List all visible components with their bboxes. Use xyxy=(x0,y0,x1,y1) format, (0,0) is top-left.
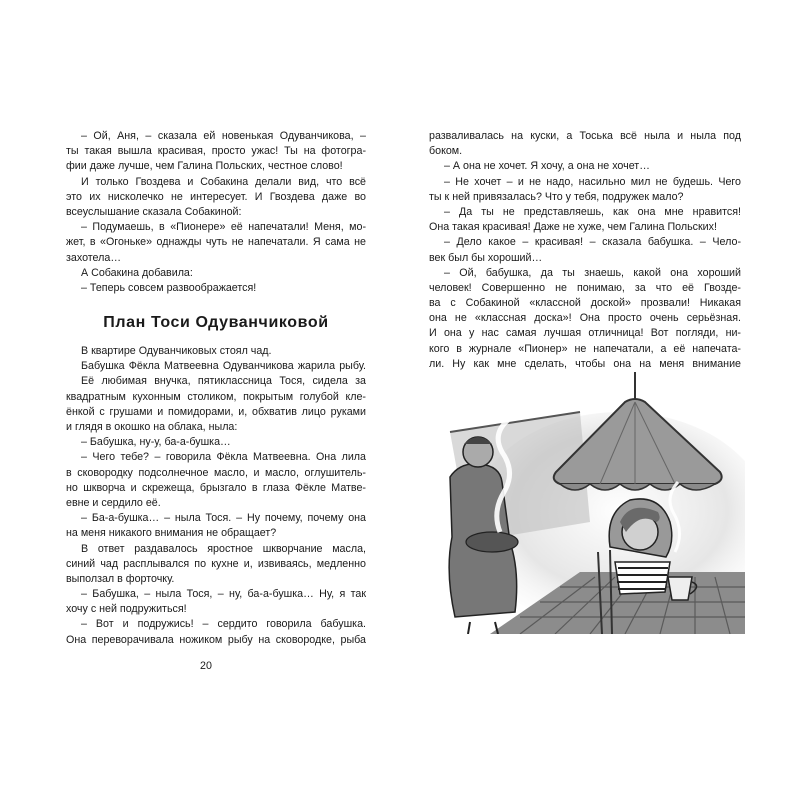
text-line: это их нисколечко не интересует. И Гвоздева даже во xyxy=(66,190,366,203)
text-line: разваливалась на куски, а Тоська всё ныла и ныла под xyxy=(429,130,741,142)
text-line: на меня никакого внимания не обращает? xyxy=(66,527,277,540)
text-line: Она переворачивала ножиком рыбу на сковородке, рыба xyxy=(66,633,366,646)
text-line: – Ой, Аня, – сказала ей новенькая Одуванчикова, – xyxy=(81,130,366,142)
text-line: боком. xyxy=(429,145,463,158)
text-line: – Бабушка, – ныла Тося, – ну, ба-а-бушка… Ну, я так xyxy=(81,588,366,601)
text-line: – Да ты не представляешь, как она мне нравится! xyxy=(444,205,741,218)
text-line: выползал в форточку. xyxy=(66,572,175,585)
text-line: И только Гвоздева и Собакина делали вид, что всё xyxy=(81,175,366,188)
text-line: ва с Собакиной «классной доской» прозвали! Никакая xyxy=(429,297,741,310)
text-line: И она у нас самая лучшая отличница! Вот погляди, ни- xyxy=(429,327,741,340)
text-line: но шкворча и скрежеща, брызгало в глаза Фёкле Матве- xyxy=(66,481,366,494)
text-line: ёнкой с грушами и помидорами, и, обхватив лицо руками xyxy=(66,405,366,418)
text-line: – Теперь совсем развоображается! xyxy=(81,281,257,294)
left-page xyxy=(66,129,366,648)
text-line: – Вот и подружись! – сердито говорила бабушка. xyxy=(81,618,366,631)
text-line: – Ба-а-бушка… – ныла Тося. – Ну почему, почему она xyxy=(81,512,366,525)
text-line: хочу с ней подружиться! xyxy=(66,603,187,616)
text-line: А Собакина добавила: xyxy=(81,266,193,279)
text-line: жет, в «Огоньке» однажды чуть не напечатали. Я сама не xyxy=(66,236,366,249)
text-line: квадратным кухонным столиком, покрытым голубой кле- xyxy=(66,390,366,403)
text-line: синий чад расплывался по кухне и, извиваясь, медленно xyxy=(66,557,366,570)
text-line: В квартире Одуванчиковых стоял чад. xyxy=(81,345,272,358)
text-line: – А она не хочет. Я хочу, а она не хочет… xyxy=(444,160,650,173)
text-line: – Чего тебе? – говорила Фёкла Матвеевна. Она лила xyxy=(81,451,366,464)
text-line: всеуслышание сказала Собакиной: xyxy=(66,205,242,218)
text-line: – Дело какое – красивая! – сказала бабушка. – Чело- xyxy=(444,236,741,249)
text-line: – Ой, бабушка, да ты знаешь, какой она хороший xyxy=(444,266,741,279)
text-line: человек! Совершенно не понимаю, за что её Гвозде- xyxy=(429,281,741,294)
text-line: В ответ раздавалось яростное шкворчание масла, xyxy=(81,542,366,555)
text-line: Её любимая внучка, пятиклассница Тося, сидела за xyxy=(81,375,366,388)
text-line: кого в журнале «Пионер» не напечатали, а её напечата- xyxy=(429,342,741,355)
text-line: и глядя в окошко на облака, ныла: xyxy=(66,421,238,433)
text-line: Бабушка Фёкла Матвеевна Одуванчикова жарила рыбу. xyxy=(81,360,366,373)
text-line: ли. Ну как мне сделать, чтобы она на меня внимание xyxy=(429,357,741,370)
right-page xyxy=(429,129,741,372)
text-line: она не «классная доска»! Она просто очень серьёзная. xyxy=(429,312,741,325)
text-line: век был бы хороший… xyxy=(429,251,543,264)
text-line: – Подумаешь, в «Пионере» её напечатали! Меня, мо- xyxy=(81,221,366,234)
text-line: – Бабушка, ну-у, ба-а-бушка… xyxy=(81,436,231,449)
text-line: захотела… xyxy=(66,251,122,264)
text-line: фии даже лучше, чем Галина Польских, честное слово! xyxy=(66,160,343,173)
text-line: ты такая вышла красивая, просто ужас! Ты на фотогра- xyxy=(66,145,366,158)
text-line: евне и сердило её. xyxy=(66,496,161,509)
chapter-heading: План Тоси Одуванчиковой xyxy=(103,314,329,332)
text-line: Она такая красивая! Даже не хуже, чем Галина Польских! xyxy=(429,221,717,234)
kitchen-illustration xyxy=(430,372,745,634)
page-number: 20 xyxy=(200,660,212,672)
text-line: – Не хочет – и не надо, насильно мил не будешь. Чего xyxy=(444,175,741,188)
text-line: в сковородку подсолнечное масло, и масло, оглушитель- xyxy=(66,466,366,479)
text-line: ты к ней привязалась? Что у тебя, подружек мало? xyxy=(429,190,684,203)
